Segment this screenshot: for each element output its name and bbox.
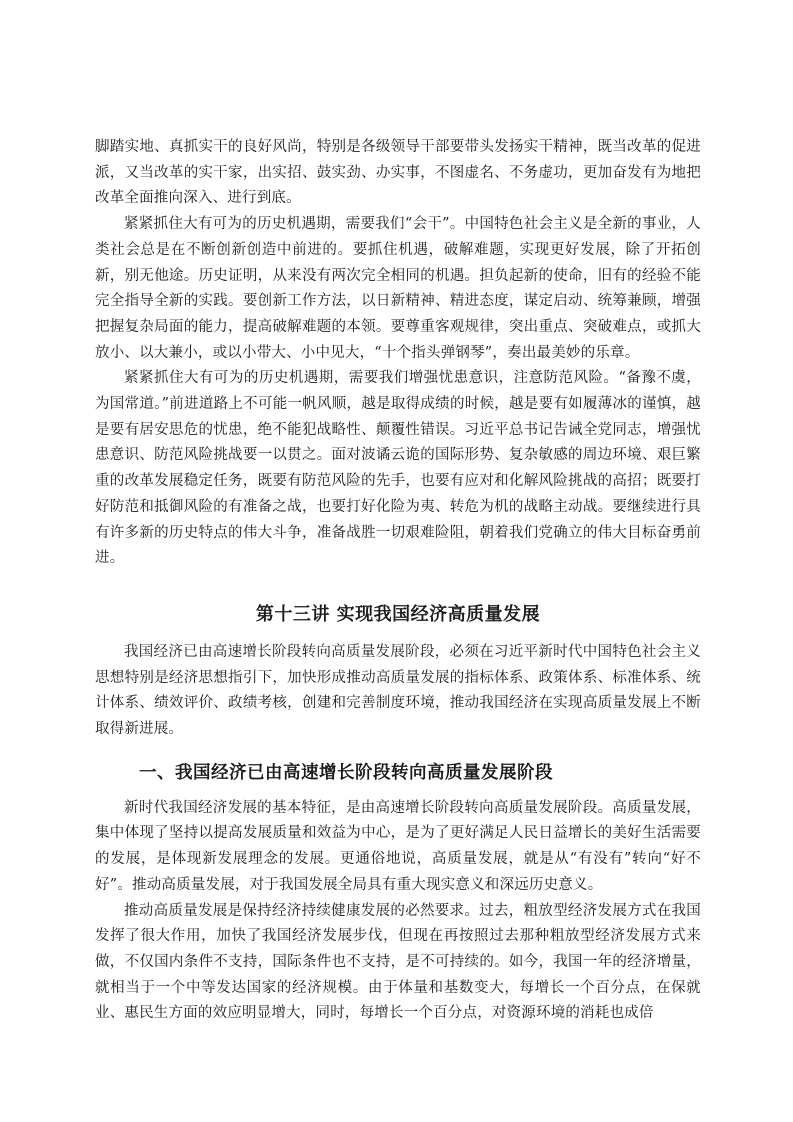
body-paragraph-2: 紧紧抓住大有可为的历史机遇期，需要我们“会干”。中国特色社会主义是全新的事业，人类社会总是在不断创新创造中前进的。要抓住机遇，破解难题，实现更好发展，除了开拓创新，别无他途。历史证明，从来没有两次完全相同的机遇。担负起新的使命，旧有的经验不能完全指导全新的实践。要创新工作方法，以日新精神、精进态度，谋定启动、统筹兼顾，增强把握复杂局面的能力，提高破解难题的本领。要尊重客观规律，突出重点、突破难点，或抓大放小、以大兼小，或以小带大、小中见大，“十个指头弹钢琴”，奏出最美妙的乐章。: [95, 216, 701, 361]
chapter-title: 第十三讲 实现我国经济高质量发展: [255, 603, 541, 625]
chapter-intro-paragraph: 我国经济已由高速增长阶段转向高质量发展阶段，必须在习近平新时代中国特色社会主义思想特别是经济思想指引下，加快形成推动高质量发展的指标体系、政策体系、标准体系、统计体系、绩效评价、政绩考核，创建和完善制度环境，推动我国经济在实现高质量发展上不断取得新进展。: [95, 643, 701, 738]
body-paragraph-1: 脚踏实地、真抓实干的良好风尚，特别是各级领导干部要带头发扬实干精神，既当改革的促进派，又当改革的实干家，出实招、鼓实劲、办实事，不图虚名、不务虚功，更加奋发有为地把改革全面推向深入、进行到底。: [95, 139, 701, 207]
section-title: 一、我国经济已由高速增长阶段转向高质量发展阶段: [139, 762, 553, 783]
section-paragraph-1: 新时代我国经济发展的基本特征，是由高速增长阶段转向高质量发展阶段。高质量发展，集中体现了坚持以提高发展质量和效益为中心，是为了更好满足人民日益增长的美好生活需要的发展，是体现新发展理念的发展。更通俗地说，高质量发展，就是从“有没有”转向“好不好”。推动高质量发展，对于我国发展全局具有重大现实意义和深远历史意义。: [95, 799, 701, 893]
section-paragraph-2: 推动高质量发展是保持经济持续健康发展的必然要求。过去，粗放型经济发展方式在我国发挥了很大作用，加快了我国经济发展步伐，但现在再按照过去那种粗放型经济发展方式来做，不仅国内条件不支持，国际条件也不支持，是不可持续的。如今，我国一年的经济增量，就相当于一个中等发达国家的经济规模。由于体量和基数变大，每增长一个百分点，在保就业、惠民生方面的效应明显增大，同时，每增长一个百分点，对资源环境的消耗也成倍: [95, 902, 701, 1022]
body-paragraph-3: 紧紧抓住大有可为的历史机遇期，需要我们增强忧患意识，注意防范风险。“备豫不虞，为国常道。”前进道路上不可能一帆风顺，越是取得成绩的时候，越是要有如履薄冰的谨慎，越是要有居安思危的忧患，绝不能犯战略性、颠覆性错误。习近平总书记告诫全党同志，增强忧患意识、防范风险挑战要一以贯之。面对波谲云诡的国际形势、复杂敏感的周边环境、艰巨繁重的改革发展稳定任务，既要有防范风险的先手，也要有应对和化解风险挑战的高招；既要打好防范和抵御风险的有准备之战，也要打好化险为夷、转危为机的战略主动战。要继续进行具有许多新的历史特点的伟大斗争，准备战胜一切艰难险阻，朝着我们党确立的伟大目标奋勇前进。: [95, 370, 701, 567]
